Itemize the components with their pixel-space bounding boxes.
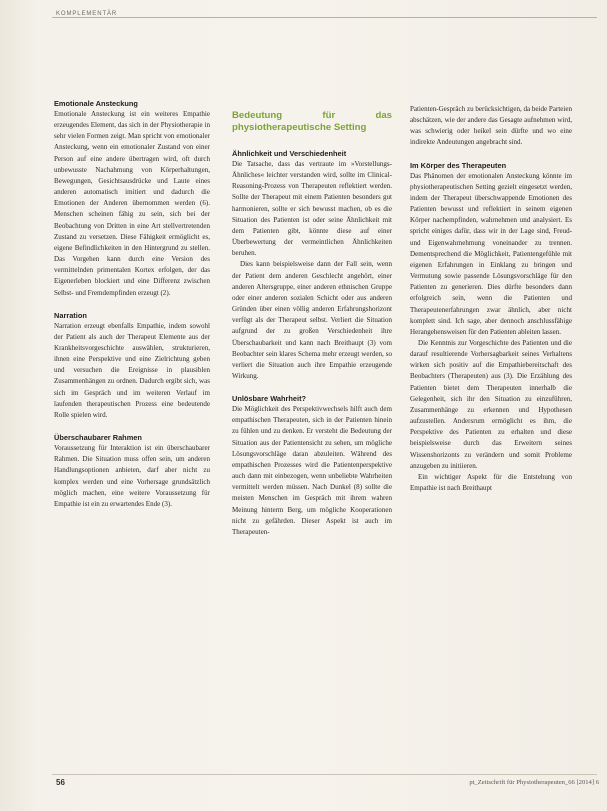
heading-aehnlichkeit: Ähnlichkeit und Verschiedenheit — [232, 149, 347, 158]
paragraph-aehnlichkeit-1: Die Tatsache, dass das vertraute im »Vorstellungs-Ähnliches« leichter verstanden wird, sollte im Clinical-Reasoning-Prozess von Therapeuten reflektiert werden. Sollte der Therapeut mit einem Patienten besonders gut harmonieren, sollte er sich bewusst machen, ob es die Situation des Patienten ist oder seine Ähnlichkeit mit dem Patienten gibt, könnte diese auf einer Überbewertung der vermeintlichen Ähnlichkeiten beruhen. — [232, 160, 392, 258]
paragraph-narration: Narration erzeugt ebenfalls Empathie, indem sowohl der Patient als auch der Therapeut Elemente aus der Krankheitsvorgeschichte auswählen, strukturieren, ihnen eine Perspektive und eine Zielrichtung geben und versuchen die Ereignisse in plausiblen Zusammenhängen zu ordnen. Dadurch ergibt sich, was sich im Gespräch und im weiteren Verlauf im laufenden therapeutischen Prozess eine bedeutende Rolle spielen wird. — [54, 321, 210, 419]
heading-emotionale-ansteckung: Emotionale Ansteckung — [54, 99, 138, 108]
paragraph-emotionale-ansteckung: Emotionale Ansteckung ist ein weiteres Empathie erzeugendes Element, das sich in der Physiotherapie in sehr vielen Formen zeigt. Man spricht von emotionaler Ansteckung, wenn ein emotionaler Zustand von einer Person auf eine andere übertragen wird, oft durch unbewusste Nachahmung von Körperhaltungen, Bewegungen, Gesichtsausdrücke und Laute eines anderen automatisch imitiert und dadurch die Emotionen der Anderen übernommen werden (6). Menschen scheinen fähig zu sein, sich bei der Beobachtung von Dritten in eine Art stellvertretenden Zustand zu versetzen. Diese Fähigkeit ermöglicht es, eigene Befindlichkeiten in den Hintergrund zu stellen. Das Vorgehen kann durch eine Version des vermittelnden primentalen Kortex erfolgen, der das Eigenerleben blockiert und eine Differenz zwischen Selbst- und Fremdempfinden erzeugt (2). — [54, 110, 210, 297]
column-1 — [54, 98, 210, 510]
paragraph-aehnlichkeit-2: Dies kann beispielsweise dann der Fall sein, wenn der Patient dem anderen Geschlecht angehört, einer anderen Altersgruppe, einer anderen ethnischen Gruppe oder einer anderen sozialen Schicht oder aus anderen Gründen über einen völlig anderen Erfahrungshorizont verfügt als der Therapeut selbst. Verliert die Situation aufgrund der zu großen Verschiedenheit ihre Überschaubarkeit und kann nach Breithaupt (3) vom Beobachter sein klares Schema mehr erzeugt werden, so verliert die Situation auch ihre Empathie erzeugende Wirkung. — [232, 260, 392, 380]
section-title: Bedeutung für das physiotherapeutische Setting — [232, 110, 392, 133]
top-rule — [52, 17, 597, 18]
column-2 — [232, 110, 392, 538]
heading-narration: Narration — [54, 310, 87, 320]
paragraph-ueberschaubarer-rahmen: Voraussetzung für Interaktion ist ein überschaubarer Rahmen. Die Situation muss offen sein, um anderen Handlungsoptionen anbieten, darf aber nicht zu komplex werden und eine Vorhersage grundsätzlich möglich machen, eine weitere Voraussetzung für Empathie ist ein zu erwartendes Ende (3). — [54, 444, 210, 508]
paragraph-im-koerper-1: Das Phänomen der emotionalen Ansteckung könnte im physiotherapeutischen Setting gezielt eingesetzt werden, indem der Therapeut überschwappende Emotionen des Patienten bewusst und reflektiert in seinem eigenen Körper nachempfinden, wahrnehmen und analysiert. Es spricht einiges dafür, dass wir in der Lage sind, Freud- und Eigenwahrnehmung voneinander zu trennen. Dementsprechend die Möglichkeit, Patientengefühle mit eigenen Erfahrungen in Einklang zu bringen und Vermutung sowie passende Lösungsvorschläge für den Patienten zu generieren. Dies dürfte besonders dann erfolgreich sein, wenn die Patienten und Therapeutenerfahrungen zwar ähnlich, aber nicht komplett sind. Ich sage, aber dennoch anschlussfähige Herangehensweisen für den Patienten ableiten lassen. — [410, 171, 572, 336]
paragraph-im-koerper-3: Ein wichtiger Aspekt für die Entstehung von Empathie ist nach Breithaupt — [410, 472, 572, 492]
paragraph-continuation: Patienten-Gespräch zu berücksichtigen, da beide Parteien abschätzen, wie der andere das Gesagte aufnehmen wird, was schwierig oder heikel sein dürfte und wo eine indirekte Andeutungen angebracht sind. — [410, 105, 573, 147]
column-3 — [410, 104, 572, 494]
heading-im-koerper: Im Körper des Therapeuten — [410, 160, 507, 170]
paragraph-unloesbare-wahrheit: Die Möglichkeit des Perspektivwechsels hilft auch dem empathischen Therapeuten, sich in der Patienten hinein zu fühlen und zu denken. Er versteht die Bedeutung der Situation aus der Patientensicht zu sehen, um mögliche Lösungsvorschläge daran abzuleiten. Während des empathischen Prozesses wird die Patientenperspektive auch dann mit einbezogen, wenn unbeliebte Wahrheiten vermittelt werden müssen. Nach Dunkel (8) sollte die meisten Menschen im Gespräch mit ihrem wahren Meinung hinterm Berg, um mögliche Kooperationen nicht zu gefährden. Dieser Aspekt ist auch im Therapeuten- — [232, 405, 392, 536]
heading-unloesbare-wahrheit: Unlösbare Wahrheit? — [232, 394, 307, 404]
paragraph-im-koerper-2: Die Kenntnis zur Vorgeschichte des Patienten und die darauf resultierende Vorhersagbarkeit seines Verhaltens wirken sich positiv auf die Empathiebereitschaft des Beobachters (Therapeuten) aus (3). Die Erzählung des Patienten bietet dem Therapeuten innerhalb die Gelegenheit, sich ihr den Situation zu einzuführen, Zusammenhänge zu erkennen und Hypothesen aufzustellen. Andersrum ermöglicht es ihm, die Perspektive des Patienten zu erhalten und diese beispielsweise durch das Erweitern seines Wissenshorizonts zu verändern und somit Probleme anzugeben zu initiieren. — [410, 338, 572, 470]
page-number: 56 — [56, 778, 65, 787]
running-head: KOMPLEMENTÄR — [56, 11, 118, 17]
journal-footer: pt_Zeitschrift für Physiotherapeuten_66 [2014] 6 — [469, 779, 599, 786]
heading-ueberschaubarer-rahmen: Überschaubarer Rahmen — [54, 433, 142, 443]
bottom-rule — [52, 774, 597, 775]
